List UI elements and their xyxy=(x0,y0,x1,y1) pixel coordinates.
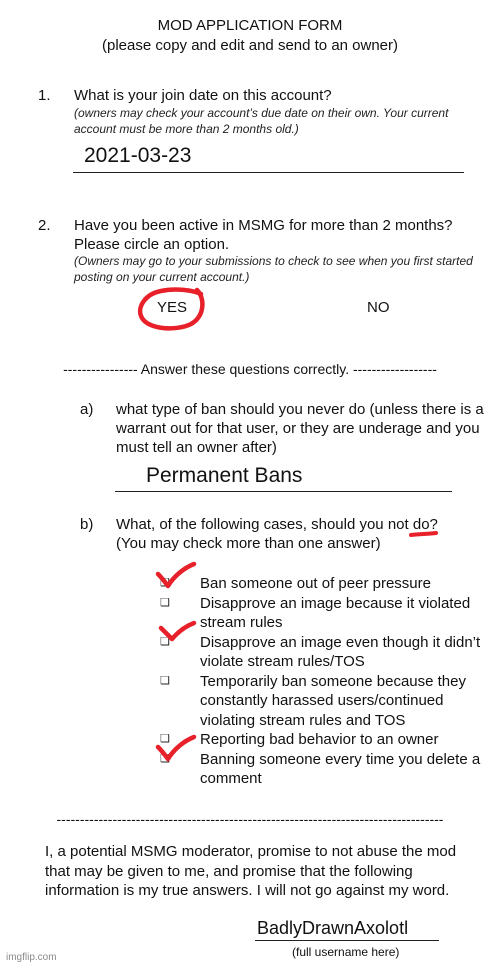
checkbox-icon[interactable]: ❑ xyxy=(160,635,170,648)
checklist-item-label: Disapprove an image even though it didn’t violate stream rules/TOS xyxy=(200,633,481,670)
checklist-item-label: Ban someone out of peer pressure xyxy=(200,575,431,592)
checklist-item[interactable] xyxy=(160,633,495,672)
form-title: MOD APPLICATION FORM xyxy=(157,17,343,34)
ban-type-answer[interactable]: Permanent Bans xyxy=(146,464,303,487)
question-2-text-line1: Have you been active in MSMG for more than 2 months? xyxy=(74,217,453,234)
checkbox-icon[interactable]: ❑ xyxy=(160,733,170,745)
check-mark-icon xyxy=(154,562,198,590)
checklist-item-label: Reporting bad behavior to an owner xyxy=(200,731,439,748)
question-1-text: What is your join date on this account? xyxy=(74,87,332,104)
join-date-answer[interactable]: 2021-03-23 xyxy=(84,144,192,167)
question-1-number: 1. xyxy=(38,87,51,104)
checklist-item-label: Disapprove an image because it violated stream rules xyxy=(200,594,471,631)
join-date-underline xyxy=(73,172,464,173)
question-1-note: (owners may check your account’s due date on their own. Your current account must be more than 2 months old.) xyxy=(74,106,449,136)
checklist-item[interactable] xyxy=(160,574,495,594)
checklist-item[interactable] xyxy=(160,672,495,731)
yes-circle-mark xyxy=(135,284,210,334)
question-2-number: 2. xyxy=(38,217,51,234)
bottom-divider: ----------------------------------------------------------------------------------- xyxy=(56,811,444,827)
section-divider: ---------------- Answer these questions correctly. ------------------ xyxy=(63,361,437,377)
signature-caption: (full username here) xyxy=(292,945,400,959)
option-yes[interactable]: YES xyxy=(157,299,188,316)
checklist-item[interactable] xyxy=(160,750,495,789)
checkbox-icon[interactable]: ❑ xyxy=(160,674,170,687)
signature-answer[interactable]: BadlyDrawnAxolotl xyxy=(257,918,409,938)
not-underline-mark xyxy=(409,530,439,540)
checklist-item[interactable] xyxy=(160,730,495,750)
question-2-note: (Owners may go to your submissions to check to see when you first started posting on your current account.) xyxy=(74,254,473,284)
ban-type-underline xyxy=(115,491,452,492)
checklist-item[interactable] xyxy=(160,594,495,633)
check-mark-icon xyxy=(158,619,198,643)
checkbox-icon[interactable]: ❑ xyxy=(160,596,170,609)
question-b-text-before: What, of the following cases, should you xyxy=(116,516,388,533)
signature-underline xyxy=(255,940,439,941)
question-b-text-after: do? xyxy=(408,516,438,533)
question-b-instruction: (You may check more than one answer) xyxy=(116,535,381,552)
check-mark-icon xyxy=(154,735,198,763)
checklist-item-label: Temporarily ban someone because they constantly harassed users/continued violating stream rules and TOS xyxy=(200,672,466,729)
checkbox-icon[interactable]: ❑ xyxy=(160,577,170,589)
question-a-text: what type of ban should you never do (unless there is a warrant out for that user, or they are underage and you must tell an owner after) xyxy=(116,401,484,456)
checkbox-icon[interactable]: ❑ xyxy=(160,752,170,765)
checklist-item-label: Banning someone every time you delete a comment xyxy=(200,750,481,787)
case-checklist xyxy=(160,574,495,789)
promise-text: I, a potential MSMG moderator, promise to not abuse the mod that may be given to me, and promise that the following information is my true answers. I will not go against my word. xyxy=(45,843,457,899)
question-b-emphasis: not xyxy=(387,516,409,533)
question-a-letter: a) xyxy=(80,401,94,418)
form-subtitle: (please copy and edit and send to an owner) xyxy=(101,37,399,54)
option-no[interactable]: NO xyxy=(367,299,390,316)
watermark: imgflip.com xyxy=(6,952,57,963)
question-b-letter: b) xyxy=(80,516,94,533)
question-2-text-line2: Please circle an option. xyxy=(74,236,230,253)
